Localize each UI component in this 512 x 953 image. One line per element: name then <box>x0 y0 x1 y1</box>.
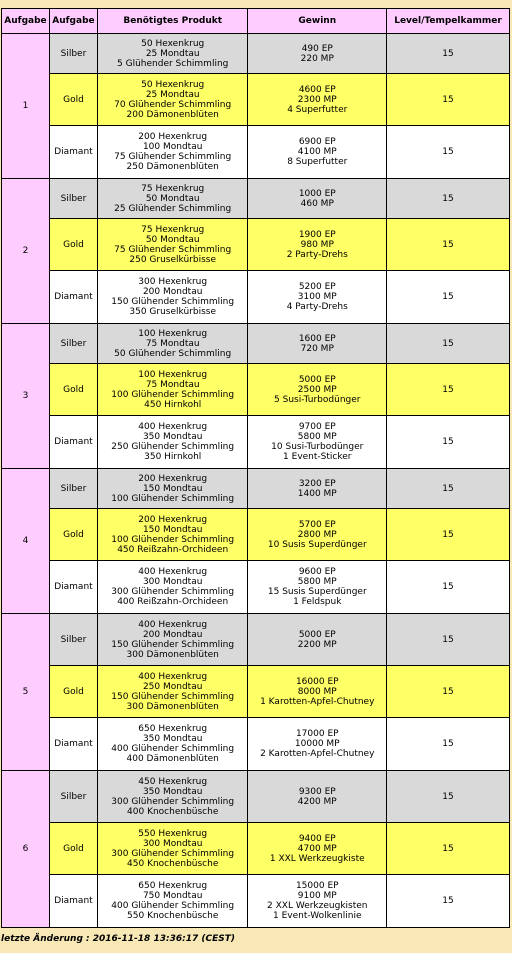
table-row <box>2 561 510 614</box>
level-cell: 15 <box>387 509 510 561</box>
level-cell: 15 <box>387 875 510 928</box>
table-row <box>2 271 510 324</box>
tier-cell: Diamant <box>49 875 97 928</box>
level-cell: 15 <box>387 416 510 469</box>
table-row <box>2 324 510 364</box>
reward-cell: 3200 EP 1400 MP <box>248 469 387 509</box>
table-row <box>2 364 510 416</box>
task-number: 5 <box>2 614 50 771</box>
table-row <box>2 469 510 509</box>
level-cell: 15 <box>387 219 510 271</box>
product-cell: 50 Hexenkrug 25 Mondtau 5 Glühender Schimmling <box>97 34 248 74</box>
task-number: 3 <box>2 324 50 469</box>
table-row <box>2 771 510 823</box>
table-row <box>2 823 510 875</box>
quest-table-body <box>2 34 510 928</box>
table-row <box>2 179 510 219</box>
tier-cell: Gold <box>49 74 97 126</box>
product-cell: 400 Hexenkrug 250 Mondtau 150 Glühender Schimmling 300 Dämonenblüten <box>97 666 248 718</box>
level-cell: 15 <box>387 561 510 614</box>
table-row <box>2 614 510 666</box>
table-row <box>2 666 510 718</box>
reward-cell: 9400 EP 4700 MP 1 XXL Werkzeugkiste <box>248 823 387 875</box>
level-cell: 15 <box>387 469 510 509</box>
product-cell: 200 Hexenkrug 150 Mondtau 100 Glühender Schimmling <box>97 469 248 509</box>
table-row <box>2 34 510 74</box>
product-cell: 400 Hexenkrug 200 Mondtau 150 Glühender Schimmling 300 Dämonenblüten <box>97 614 248 666</box>
product-cell: 75 Hexenkrug 50 Mondtau 25 Glühender Schimmling <box>97 179 248 219</box>
tier-cell: Silber <box>49 614 97 666</box>
product-cell: 200 Hexenkrug 150 Mondtau 100 Glühender Schimmling 450 Reißzahn-Orchideen <box>97 509 248 561</box>
reward-cell: 15000 EP 9100 MP 2 XXL Werkzeugkisten 1 Event-Wolkenlinie <box>248 875 387 928</box>
product-cell: 550 Hexenkrug 300 Mondtau 300 Glühender Schimmling 450 Knochenbüsche <box>97 823 248 875</box>
reward-cell: 9600 EP 5800 MP 15 Susis Superdünger 1 Feldspuk <box>248 561 387 614</box>
reward-cell: 1000 EP 460 MP <box>248 179 387 219</box>
reward-cell: 4600 EP 2300 MP 4 Superfutter <box>248 74 387 126</box>
product-cell: 100 Hexenkrug 75 Mondtau 50 Glühender Schimmling <box>97 324 248 364</box>
tier-cell: Silber <box>49 179 97 219</box>
reward-cell: 5000 EP 2200 MP <box>248 614 387 666</box>
quest-table <box>1 8 510 928</box>
tier-cell: Gold <box>49 823 97 875</box>
task-number: 6 <box>2 771 50 928</box>
task-number: 2 <box>2 179 50 324</box>
level-cell: 15 <box>387 126 510 179</box>
last-modified-note: letzte Änderung : 2016-11-18 13:36:17 (CEST) <box>1 934 235 944</box>
reward-cell: 1900 EP 980 MP 2 Party-Drehs <box>248 219 387 271</box>
tier-cell: Diamant <box>49 561 97 614</box>
product-cell: 450 Hexenkrug 350 Mondtau 300 Glühender Schimmling 400 Knochenbüsche <box>97 771 248 823</box>
level-cell: 15 <box>387 614 510 666</box>
task-number: 1 <box>2 34 50 179</box>
tier-cell: Gold <box>49 364 97 416</box>
tier-cell: Gold <box>49 509 97 561</box>
tier-cell: Diamant <box>49 718 97 771</box>
product-cell: 50 Hexenkrug 25 Mondtau 70 Glühender Schimmling 200 Dämonenblüten <box>97 74 248 126</box>
reward-cell: 5000 EP 2500 MP 5 Susi-Turbodünger <box>248 364 387 416</box>
reward-cell: 9300 EP 4200 MP <box>248 771 387 823</box>
header-level: Level/Tempelkammer <box>387 9 510 34</box>
level-cell: 15 <box>387 271 510 324</box>
level-cell: 15 <box>387 666 510 718</box>
level-cell: 15 <box>387 179 510 219</box>
header-task: Aufgabe <box>2 9 50 34</box>
tier-cell: Diamant <box>49 271 97 324</box>
table-row <box>2 509 510 561</box>
tier-cell: Silber <box>49 34 97 74</box>
task-number: 4 <box>2 469 50 614</box>
product-cell: 200 Hexenkrug 100 Mondtau 75 Glühender Schimmling 250 Dämonenblüten <box>97 126 248 179</box>
table-row <box>2 875 510 928</box>
reward-cell: 1600 EP 720 MP <box>248 324 387 364</box>
tier-cell: Diamant <box>49 416 97 469</box>
product-cell: 100 Hexenkrug 75 Mondtau 100 Glühender Schimmling 450 Hirnkohl <box>97 364 248 416</box>
table-row <box>2 219 510 271</box>
header-tier: Aufgabe <box>49 9 97 34</box>
product-cell: 650 Hexenkrug 750 Mondtau 400 Glühender Schimmling 550 Knochenbüsche <box>97 875 248 928</box>
product-cell: 400 Hexenkrug 300 Mondtau 300 Glühender Schimmling 400 Reißzahn-Orchideen <box>97 561 248 614</box>
reward-cell: 6900 EP 4100 MP 8 Superfutter <box>248 126 387 179</box>
tier-cell: Silber <box>49 469 97 509</box>
reward-cell: 17000 EP 10000 MP 2 Karotten-Apfel-Chutney <box>248 718 387 771</box>
header-row <box>2 9 510 34</box>
table-row <box>2 126 510 179</box>
table-row <box>2 416 510 469</box>
header-reward: Gewinn <box>248 9 387 34</box>
level-cell: 15 <box>387 324 510 364</box>
product-cell: 400 Hexenkrug 350 Mondtau 250 Glühender Schimmling 350 Hirnkohl <box>97 416 248 469</box>
level-cell: 15 <box>387 34 510 74</box>
tier-cell: Silber <box>49 771 97 823</box>
tier-cell: Gold <box>49 219 97 271</box>
header-required-product: Benötigtes Produkt <box>97 9 248 34</box>
reward-cell: 5200 EP 3100 MP 4 Party-Drehs <box>248 271 387 324</box>
product-cell: 650 Hexenkrug 350 Mondtau 400 Glühender Schimmling 400 Dämonenblüten <box>97 718 248 771</box>
level-cell: 15 <box>387 771 510 823</box>
product-cell: 75 Hexenkrug 50 Mondtau 75 Glühender Schimmling 250 Gruselkürbisse <box>97 219 248 271</box>
product-cell: 300 Hexenkrug 200 Mondtau 150 Glühender Schimmling 350 Gruselkürbisse <box>97 271 248 324</box>
table-row <box>2 74 510 126</box>
tier-cell: Diamant <box>49 126 97 179</box>
level-cell: 15 <box>387 823 510 875</box>
reward-cell: 9700 EP 5800 MP 10 Susi-Turbodünger 1 Event-Sticker <box>248 416 387 469</box>
level-cell: 15 <box>387 718 510 771</box>
tier-cell: Silber <box>49 324 97 364</box>
reward-cell: 5700 EP 2800 MP 10 Susis Superdünger <box>248 509 387 561</box>
table-row <box>2 718 510 771</box>
reward-cell: 16000 EP 8000 MP 1 Karotten-Apfel-Chutney <box>248 666 387 718</box>
reward-cell: 490 EP 220 MP <box>248 34 387 74</box>
level-cell: 15 <box>387 74 510 126</box>
tier-cell: Gold <box>49 666 97 718</box>
level-cell: 15 <box>387 364 510 416</box>
